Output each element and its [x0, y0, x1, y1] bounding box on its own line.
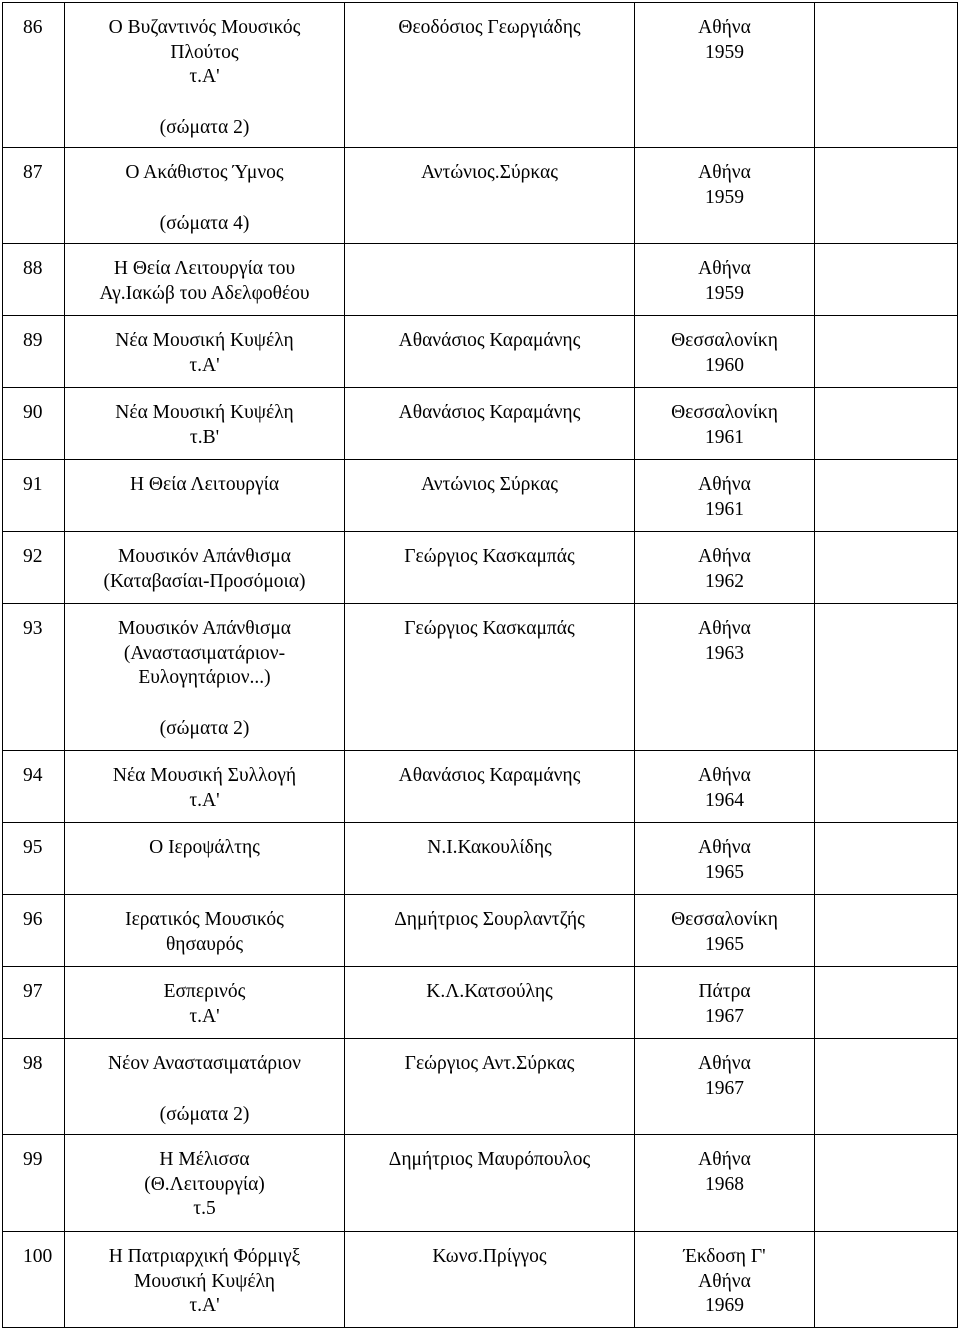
entry-title-cell [65, 148, 345, 244]
entry-author-name: Αθανάσιος Καραμάνης [398, 765, 581, 786]
table-row [3, 3, 958, 148]
entry-title-line: Πλούτος [170, 41, 239, 63]
entry-title-line: Μουσική Κυψέλη [133, 1270, 275, 1292]
entry-title-line: Νέα Μουσική Συλλογή [112, 765, 297, 786]
entry-publication [635, 244, 815, 316]
entry-title-cell [65, 244, 345, 316]
entry-notes-cell [815, 895, 958, 967]
entry-place: Αθήνα [698, 546, 751, 567]
entry-year: 1959 [705, 41, 744, 63]
entry-place: Αθήνα [698, 258, 751, 279]
entry-author-name: Κωνσ.Πρίγγος [432, 1246, 547, 1267]
table-row [3, 1232, 958, 1328]
entry-author-name: Αθανάσιος Καραμάνης [398, 330, 581, 351]
entry-title-line: τ.Α' [189, 66, 220, 87]
entry-number: 86 [3, 3, 65, 148]
entry-number: 95 [3, 823, 65, 895]
entry-title-line: (Αναστασιματάριον- [123, 642, 286, 664]
entry-place: Πάτρα [698, 981, 751, 1002]
entry-title-cell [65, 532, 345, 604]
entry-author [345, 388, 635, 460]
table-row [3, 388, 958, 460]
table-row [3, 1135, 958, 1232]
table-row [3, 823, 958, 895]
entry-author-name: Δημήτριος Μαυρόπουλος [388, 1149, 591, 1170]
entry-title-line: Η Μέλισσα [159, 1149, 250, 1170]
entry-number: 96 [3, 895, 65, 967]
entry-year: 1968 [705, 1173, 744, 1195]
entry-title-line: τ.5 [193, 1198, 216, 1219]
entry-year: 1959 [705, 186, 744, 208]
entry-publication [635, 148, 815, 244]
entry-publication [635, 1135, 815, 1232]
entry-place: Αθήνα [698, 162, 751, 183]
entry-publication [635, 967, 815, 1039]
table-row [3, 316, 958, 388]
entry-author [345, 967, 635, 1039]
entry-author-name: Θεοδόσιος Γεωργιάδης [398, 17, 581, 38]
entry-number: 98 [3, 1039, 65, 1135]
entry-title-line: (Καταβασίαι-Προσόμοια) [103, 570, 306, 592]
entry-publication [635, 532, 815, 604]
entry-year: 1960 [705, 354, 744, 376]
entry-title-cell [65, 967, 345, 1039]
entry-author-name: Αντώνιος.Σύρκας [421, 162, 558, 183]
entry-title-line: Εσπερινός [163, 981, 246, 1002]
entry-place: Αθήνα [698, 17, 751, 38]
entry-title-cell [65, 3, 345, 148]
entry-place: Αθήνα [698, 618, 751, 639]
catalog-table [2, 2, 958, 1328]
entry-title-line: τ.Α' [189, 1005, 220, 1027]
entry-publication [635, 823, 815, 895]
entry-title-line: τ.Β' [189, 426, 220, 448]
entry-year: 1962 [705, 570, 744, 592]
entry-title-line: τ.Α' [189, 1295, 220, 1316]
entry-notes-cell [815, 316, 958, 388]
entry-publication [635, 3, 815, 148]
entry-notes-cell [815, 967, 958, 1039]
entry-title-line: θησαυρός [165, 933, 244, 955]
entry-author [345, 244, 635, 316]
entry-volumes: (σώματα 2) [159, 1103, 250, 1125]
entry-number: 92 [3, 532, 65, 604]
entry-volumes: (σώματα 2) [159, 717, 250, 739]
entry-title-line: Ιερατικός Μουσικός [125, 909, 284, 930]
entry-title-line: Νέον Αναστασιματάριον [108, 1053, 301, 1074]
entry-author [345, 823, 635, 895]
entry-title-cell [65, 1039, 345, 1135]
entry-notes-cell [815, 148, 958, 244]
table-row [3, 895, 958, 967]
entry-title-line: Νέα Μουσική Κυψέλη [115, 330, 294, 351]
entry-publication [635, 460, 815, 532]
entry-author-name: Κ.Λ.Κατσούλης [426, 981, 553, 1002]
entry-title-line: Νέα Μουσική Κυψέλη [115, 402, 294, 423]
entry-author [345, 1039, 635, 1135]
entry-year: 1965 [705, 933, 744, 955]
entry-place: Αθήνα [698, 1053, 751, 1074]
entry-title-cell [65, 460, 345, 532]
entry-title-cell [65, 895, 345, 967]
entry-title-cell [65, 1232, 345, 1328]
entry-author [345, 460, 635, 532]
table-row [3, 751, 958, 823]
entry-number: 97 [3, 967, 65, 1039]
entry-year: 1967 [705, 1077, 744, 1099]
entry-author-name: Γεώργιος Κασκαμπάς [404, 546, 575, 567]
entry-year: 1961 [705, 426, 744, 448]
table-row [3, 244, 958, 316]
entry-title-cell [65, 604, 345, 751]
entry-notes-cell [815, 823, 958, 895]
entry-edition: Έκδοση Γ' [683, 1246, 766, 1267]
entry-title-cell [65, 1135, 345, 1232]
entry-title-line: τ.Α' [189, 354, 220, 376]
entry-notes-cell [815, 604, 958, 751]
entry-year: 1967 [705, 1005, 744, 1027]
entry-place: Θεσσαλονίκη [671, 330, 778, 351]
entry-author [345, 148, 635, 244]
entry-author [345, 316, 635, 388]
entry-place: Αθήνα [698, 765, 751, 786]
entry-title-line: Ο Βυζαντινός Μουσικός [108, 17, 301, 38]
entry-year: 1965 [705, 861, 744, 883]
entry-title-line: Μουσικόν Απάνθισμα [118, 618, 291, 639]
entry-title-cell [65, 316, 345, 388]
entry-publication [635, 1039, 815, 1135]
entry-title-line: Ευλογητάριον...) [138, 667, 271, 688]
entry-title-line: τ.Α' [189, 789, 220, 811]
entry-volumes: (σώματα 4) [159, 212, 250, 234]
entry-year: 1959 [705, 282, 744, 304]
entry-number: 99 [3, 1135, 65, 1232]
entry-notes-cell [815, 751, 958, 823]
entry-title-line: Η Θεία Λειτουργία [129, 474, 280, 495]
entry-publication [635, 1232, 815, 1328]
entry-number: 91 [3, 460, 65, 532]
entry-title-line: Ο Ιεροψάλτης [149, 837, 260, 858]
entry-author-name: Αντώνιος Σύρκας [421, 474, 558, 495]
entry-author-name: Ν.Ι.Κακουλίδης [427, 837, 552, 858]
entry-place: Αθήνα [698, 1270, 751, 1292]
entry-author [345, 1232, 635, 1328]
entry-publication [635, 388, 815, 460]
entry-notes-cell [815, 388, 958, 460]
table-row [3, 1039, 958, 1135]
entry-place: Θεσσαλονίκη [671, 909, 778, 930]
entry-notes-cell [815, 532, 958, 604]
entry-author [345, 751, 635, 823]
entry-year: 1964 [705, 789, 744, 811]
entry-number: 90 [3, 388, 65, 460]
entry-author [345, 1135, 635, 1232]
entry-title-line: Ο Ακάθιστος Ύμνος [125, 162, 284, 183]
entry-place: Αθήνα [698, 837, 751, 858]
entry-year: 1963 [705, 642, 744, 664]
entry-number: 87 [3, 148, 65, 244]
entry-notes-cell [815, 3, 958, 148]
entry-year: 1961 [705, 498, 744, 520]
table-row [3, 148, 958, 244]
entry-title-cell [65, 388, 345, 460]
entry-author [345, 604, 635, 751]
entry-title-line: Αγ.Ιακώβ του Αδελφοθέου [99, 282, 310, 304]
entry-publication [635, 316, 815, 388]
entry-place: Αθήνα [698, 1149, 751, 1170]
entry-number: 89 [3, 316, 65, 388]
entry-notes-cell [815, 1135, 958, 1232]
entry-number: 94 [3, 751, 65, 823]
entry-notes-cell [815, 460, 958, 532]
entry-place: Αθήνα [698, 474, 751, 495]
entry-publication [635, 751, 815, 823]
entry-author-name: Αθανάσιος Καραμάνης [398, 402, 581, 423]
entry-author [345, 532, 635, 604]
entry-year: 1969 [705, 1295, 744, 1316]
entry-notes-cell [815, 1039, 958, 1135]
entry-notes-cell [815, 244, 958, 316]
entry-place: Θεσσαλονίκη [671, 402, 778, 423]
entry-number: 100 [3, 1232, 65, 1328]
entry-author-name: Δημήτριος Σουρλαντζής [394, 909, 585, 930]
entry-publication [635, 604, 815, 751]
entry-title-line: Η Πατριαρχική Φόρμιγξ [108, 1246, 301, 1267]
entry-title-cell [65, 751, 345, 823]
entry-author [345, 3, 635, 148]
table-row [3, 604, 958, 751]
entry-author-name: Γεώργιος Κασκαμπάς [404, 618, 575, 639]
table-row [3, 532, 958, 604]
entry-author [345, 895, 635, 967]
entry-publication [635, 895, 815, 967]
catalog-body [3, 3, 958, 1328]
entry-title-line: Η Θεία Λειτουργία του [113, 258, 296, 279]
entry-author-name: Γεώργιος Αντ.Σύρκας [404, 1053, 575, 1074]
entry-volumes: (σώματα 2) [159, 116, 250, 138]
entry-title-line: Μουσικόν Απάνθισμα [118, 546, 291, 567]
entry-number: 93 [3, 604, 65, 751]
entry-title-line: (Θ.Λειτουργία) [144, 1173, 265, 1195]
table-row [3, 967, 958, 1039]
entry-number: 88 [3, 244, 65, 316]
table-row [3, 460, 958, 532]
entry-title-cell [65, 823, 345, 895]
entry-notes-cell [815, 1232, 958, 1328]
